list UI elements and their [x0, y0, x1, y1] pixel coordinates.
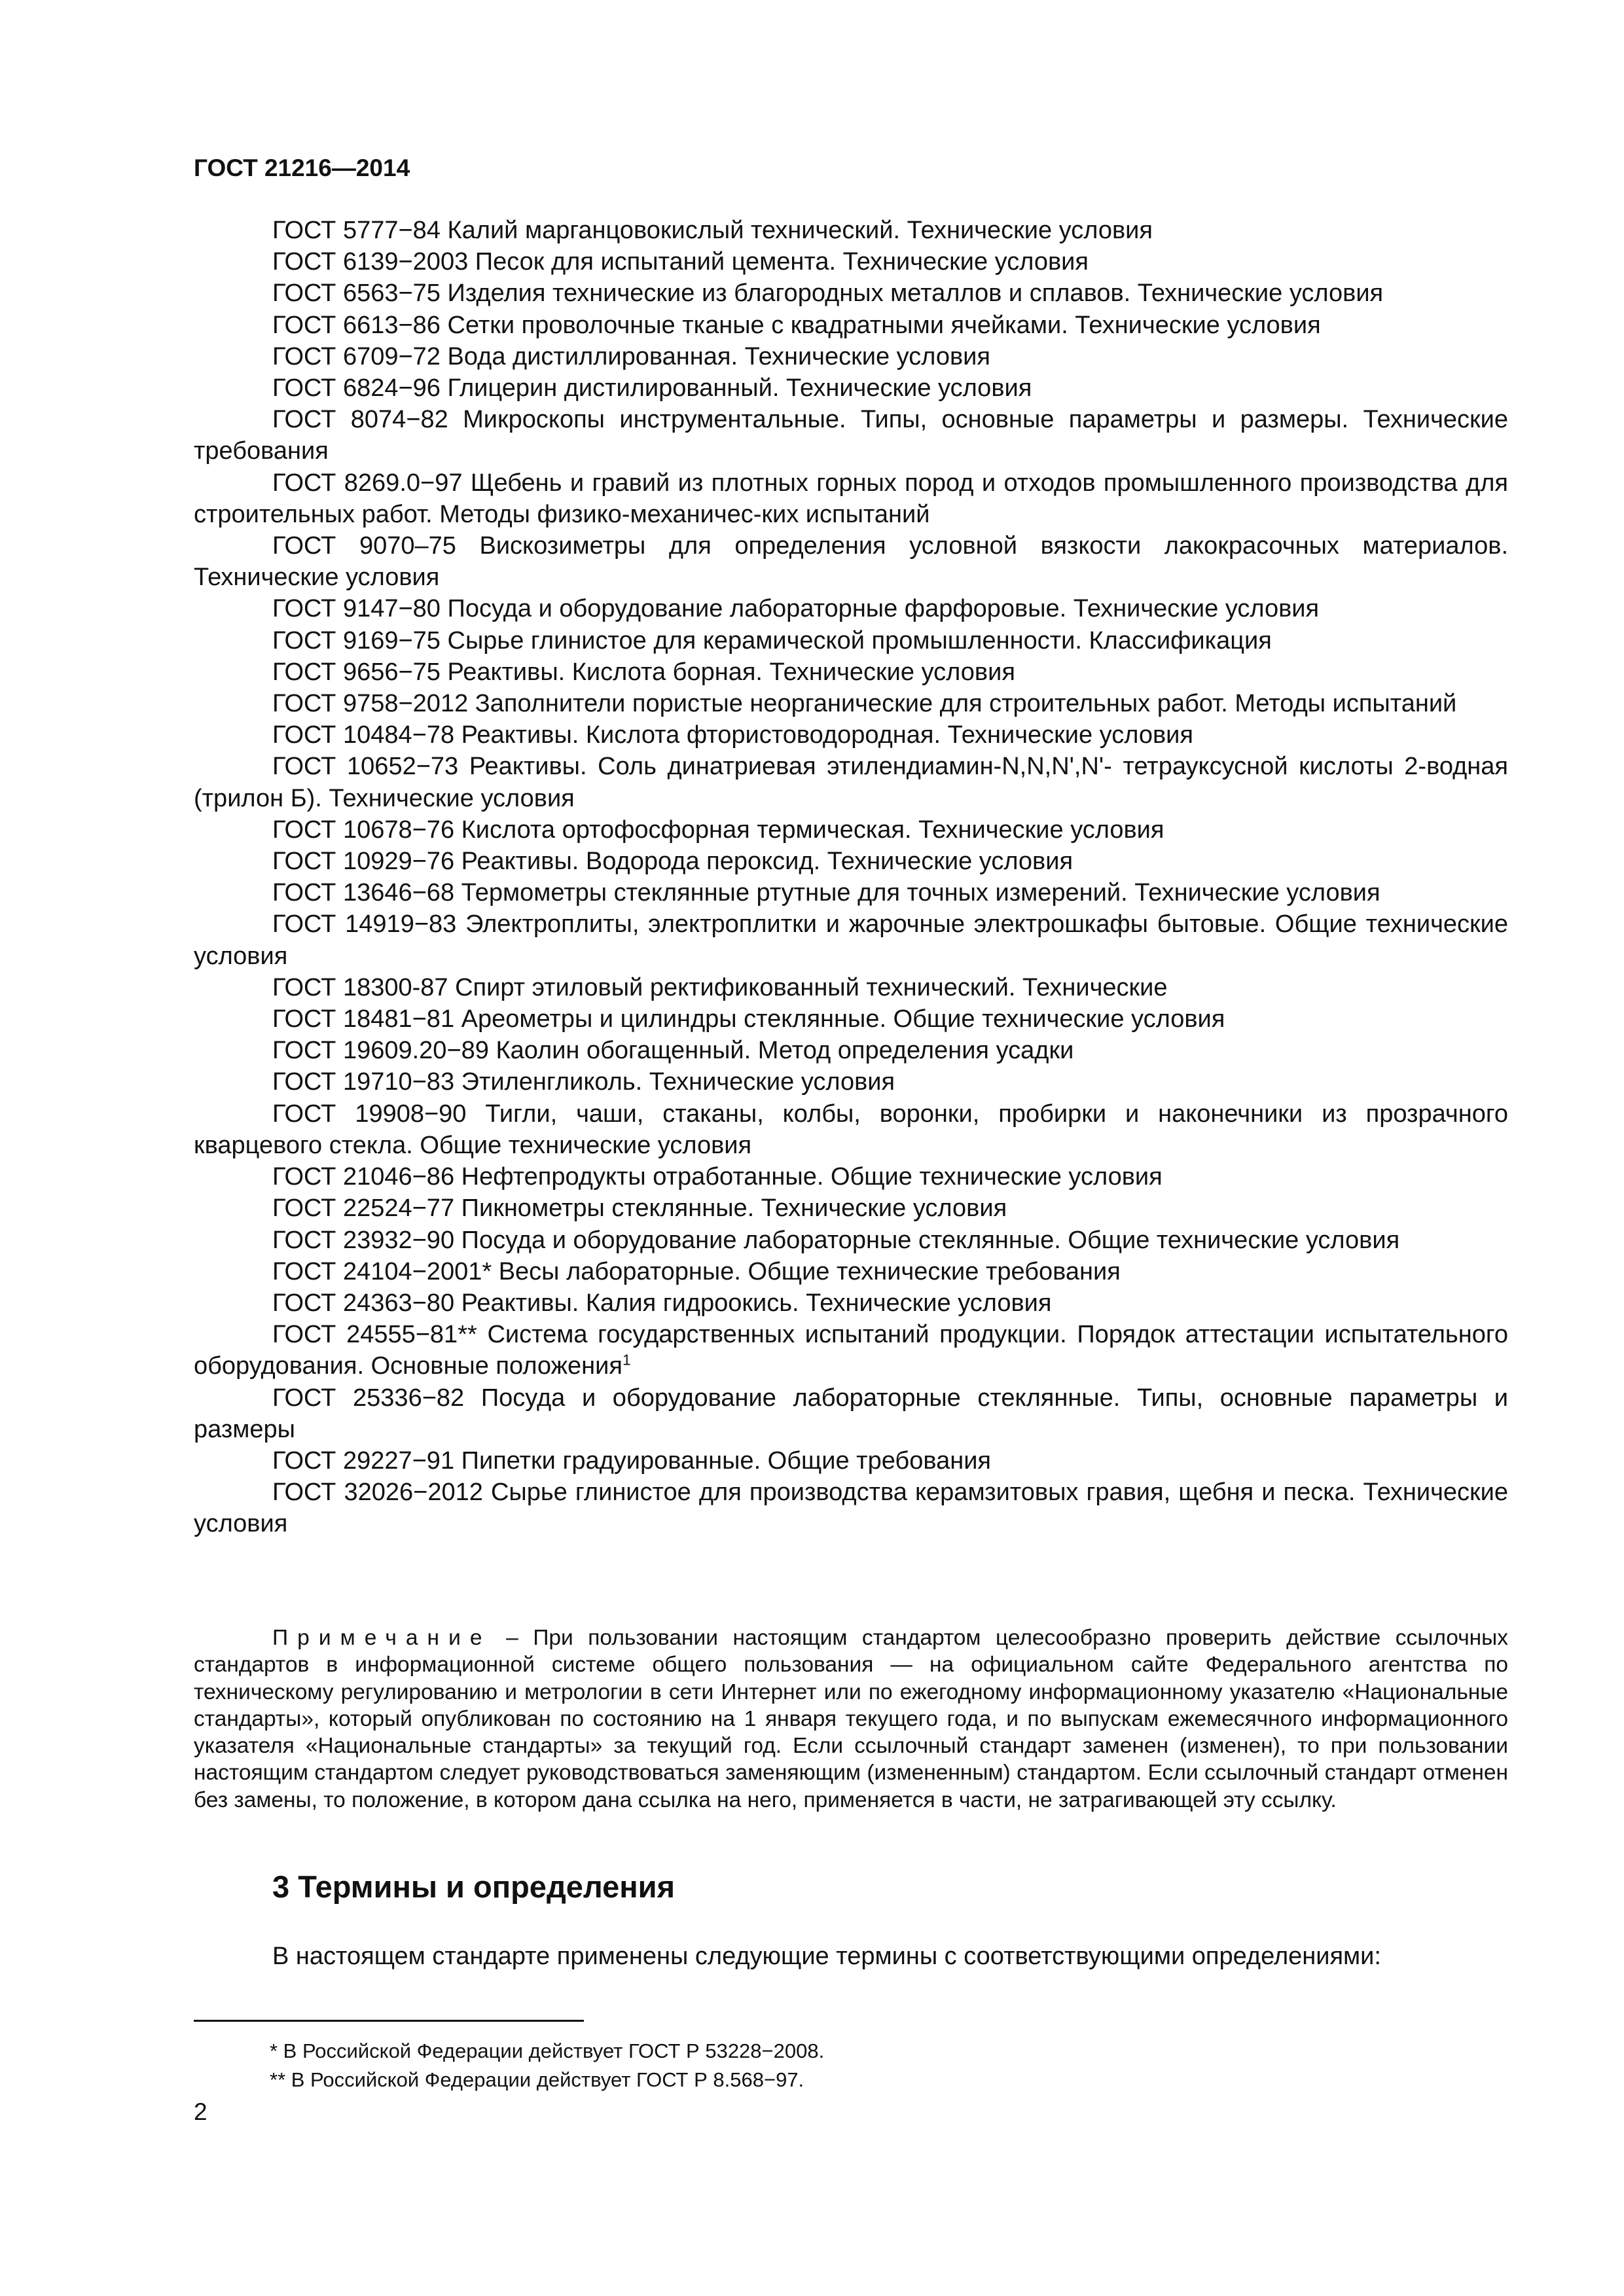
reference-title: Тигли, чаши, стаканы, колбы, воронки, пробирки и наконечники из прозрачного кварцевого стекла. Общие технические условия: [194, 1100, 1508, 1159]
reference-item: [194, 1319, 1508, 1382]
reference-code: ГОСТ 14919−83: [272, 910, 457, 939]
reference-item: [194, 908, 1508, 971]
reference-title: Калий марганцовокислый технический. Технические условия: [447, 217, 1153, 244]
reference-title: Пипетки градуированные. Общие требования: [461, 1446, 992, 1475]
reference-item: [194, 246, 1508, 278]
reference-code: ГОСТ 24104−2001*: [272, 1257, 492, 1285]
reference-code: ГОСТ 29227−91: [272, 1446, 455, 1475]
reference-title: Реактивы. Кислота борная. Технические условия: [447, 658, 1015, 686]
reference-item: [194, 1382, 1508, 1445]
footnote-divider: [194, 2020, 584, 2022]
reference-item: [194, 1477, 1508, 1539]
reference-title: Щебень и гравий из плотных горных пород и отходов промышленного производства для строительных работ. Методы физико-механичес-ких испытаний: [194, 469, 1508, 528]
footnote-2: ** В Российской Федерации действует ГОСТ Р 8.568−97.: [270, 2068, 804, 2091]
reference-title: Реактивы. Водорода пероксид. Технические условия: [461, 848, 1074, 876]
reference-code: ГОСТ 24555−81**: [272, 1321, 477, 1349]
reference-code: ГОСТ 9070–75: [272, 532, 456, 560]
reference-code: ГОСТ 9656−75: [272, 658, 441, 686]
reference-title: Реактивы. Калия гидроокись. Технические условия: [461, 1289, 1052, 1317]
reference-code: ГОСТ 10678−76: [272, 816, 455, 844]
reference-item: [194, 625, 1508, 656]
reference-code: ГОСТ 10652−73: [272, 753, 459, 781]
reference-code: ГОСТ 22524−77: [272, 1194, 455, 1223]
reference-code: ГОСТ 8074−82: [272, 406, 448, 434]
reference-item: [194, 1003, 1508, 1035]
reference-item: [194, 404, 1508, 467]
reference-code: ГОСТ 19908−90: [272, 1100, 467, 1128]
reference-code: ГОСТ 21046−86: [272, 1163, 455, 1191]
footnote-marker: 1: [622, 1351, 631, 1369]
reference-title: Посуда и оборудование лабораторные стеклянные. Типы, основные параметры и размеры: [194, 1384, 1508, 1443]
reference-title: Этиленгликоль. Технические условия: [461, 1068, 895, 1096]
note-text: – При пользовании настоящим стандартом целесообразно проверить действие ссылочных стандартов в информационной системе общего пользования — на официальном сайте Федерального агентства по техническому регулированию и метрологии в сети Интернет или по ежегодному информационному указателю «Национальные стандарты», который опубликован по состоянию на 1 января текущего года, и по выпускам ежемесячного информационного указателя «Национальные стандарты» за текущий год. Если ссылочный стандарт заменен (изменен), то при пользовании настоящим стандартом следует руководствоваться заменяющим (измененным) стандартом. Если ссылочный стандарт отменен без замены, то положение, в котором дана ссылка на него, применяется в части, не затрагивающей эту ссылку.: [194, 1626, 1508, 1812]
reference-title: Посуда и оборудование лабораторные фарфоровые. Технические условия: [447, 595, 1320, 623]
reference-item: [194, 877, 1508, 908]
reference-title: Микроскопы инструментальные. Типы, основные параметры и размеры. Технические требования: [194, 406, 1508, 465]
reference-item: [194, 751, 1508, 814]
footnote-1: * В Российской Федерации действует ГОСТ Р 53228−2008.: [270, 2039, 825, 2062]
reference-code: ГОСТ 9758−2012: [272, 690, 469, 718]
reference-code: ГОСТ 6709−72: [272, 342, 441, 370]
note-paragraph: [194, 1624, 1508, 1814]
reference-title: Посуда и оборудование лабораторные стеклянные. Общие технические условия: [461, 1226, 1400, 1254]
normative-references-list: [194, 215, 1508, 1540]
reference-code: ГОСТ 5777−84: [272, 217, 441, 244]
reference-item: [194, 814, 1508, 846]
reference-item: [194, 1225, 1508, 1256]
reference-title: Весы лабораторные. Общие технические требования: [498, 1257, 1121, 1285]
reference-code: ГОСТ 23932−90: [272, 1226, 455, 1254]
reference-item: [194, 1098, 1508, 1161]
page-number: 2: [194, 2098, 208, 2125]
reference-code: ГОСТ 18481−81: [272, 1005, 455, 1033]
reference-item: [194, 310, 1508, 341]
reference-item: [194, 688, 1508, 719]
section-heading: 3 Термины и определения: [272, 1869, 675, 1904]
reference-item: [194, 719, 1508, 751]
reference-title: Реактивы. Соль динатриевая этилендиамин-N,N,N',N'- тетрауксусной кислоты 2-водная (трилон Б). Технические условия: [194, 753, 1508, 812]
reference-code: ГОСТ 9147−80: [272, 595, 441, 623]
reference-item: [194, 1445, 1508, 1477]
reference-code: ГОСТ 10484−78: [272, 721, 455, 749]
reference-item: [194, 1193, 1508, 1224]
reference-code: ГОСТ 13646−68: [272, 879, 455, 907]
reference-item: [194, 972, 1508, 1003]
reference-title: Ареометры и цилиндры стеклянные. Общие технические условия: [461, 1005, 1225, 1033]
reference-item: [194, 593, 1508, 624]
reference-item: [194, 1256, 1508, 1287]
reference-title: Нефтепродукты отработанные. Общие технические условия: [461, 1163, 1163, 1191]
reference-code: ГОСТ 24363−80: [272, 1289, 455, 1317]
reference-title: Вискозиметры для определения условной вязкости лакокрасочных материалов. Технические условия: [194, 532, 1509, 592]
reference-code: ГОСТ 25336−82: [272, 1384, 465, 1412]
reference-item: [194, 372, 1508, 404]
reference-item: [194, 278, 1508, 309]
reference-code: ГОСТ 9169−75: [272, 626, 441, 655]
reference-item: [194, 656, 1508, 688]
reference-title: Сырье глинистое для производства керамзитовых гравия, щебня и песка. Технические условия: [194, 1479, 1508, 1538]
reference-code: ГОСТ 18300-87: [272, 973, 448, 1001]
reference-item: [194, 467, 1508, 530]
reference-title: Реактивы. Кислота фтористоводородная. Технические условия: [461, 721, 1193, 749]
reference-item: [194, 1035, 1508, 1066]
reference-item: [194, 341, 1508, 372]
reference-code: ГОСТ 19710−83: [272, 1068, 455, 1096]
reference-title: Каолин обогащенный. Метод определения усадки: [496, 1037, 1074, 1065]
reference-title: Вода дистиллированная. Технические условия: [447, 342, 990, 370]
reference-item: [194, 1161, 1508, 1193]
reference-title: Спирт этиловый ректификованный технический. Технические: [455, 973, 1168, 1001]
section-intro: В настоящем стандарте применены следующие термины с соответствующими определениями:: [272, 1943, 1381, 1970]
reference-title: Пикнометры стеклянные. Технические условия: [461, 1194, 1007, 1223]
reference-code: ГОСТ 6139−2003: [272, 248, 469, 276]
reference-code: ГОСТ 6824−96: [272, 374, 441, 403]
reference-title: Глицерин дистилированный. Технические условия: [447, 374, 1032, 403]
reference-item: [194, 530, 1508, 593]
reference-item: [194, 846, 1508, 877]
reference-code: ГОСТ 32026−2012: [272, 1479, 483, 1507]
reference-title: Термометры стеклянные ртутные для точных измерений. Технические условия: [461, 879, 1380, 907]
reference-title: Изделия технические из благородных металлов и сплавов. Технические условия: [447, 279, 1384, 308]
reference-title: Система государственных испытаний продукции. Порядок аттестации испытательного оборудования. Основные положения: [194, 1321, 1509, 1380]
reference-code: ГОСТ 6563−75: [272, 279, 441, 308]
reference-item: [194, 215, 1508, 246]
note-label: Примечание: [272, 1626, 492, 1650]
reference-item: [194, 1287, 1508, 1319]
reference-code: ГОСТ 10929−76: [272, 848, 455, 876]
reference-title: Песок для испытаний цемента. Технические условия: [475, 248, 1089, 276]
document-header: ГОСТ 21216—2014: [194, 154, 410, 181]
reference-code: ГОСТ 8269.0−97: [272, 469, 463, 497]
reference-code: ГОСТ 6613−86: [272, 311, 441, 339]
reference-item: [194, 1066, 1508, 1098]
reference-title: Сетки проволочные тканые с квадратными ячейками. Технические условия: [447, 311, 1321, 339]
reference-title: Сырье глинистое для керамической промышленности. Классификация: [447, 626, 1272, 655]
reference-code: ГОСТ 19609.20−89: [272, 1037, 489, 1065]
reference-title: Кислота ортофосфорная термическая. Технические условия: [461, 816, 1164, 844]
reference-title: Заполнители пористые неорганические для строительных работ. Методы испытаний: [475, 690, 1457, 718]
reference-title: Электроплиты, электроплитки и жарочные электрошкафы бытовые. Общие технические условия: [194, 910, 1509, 970]
